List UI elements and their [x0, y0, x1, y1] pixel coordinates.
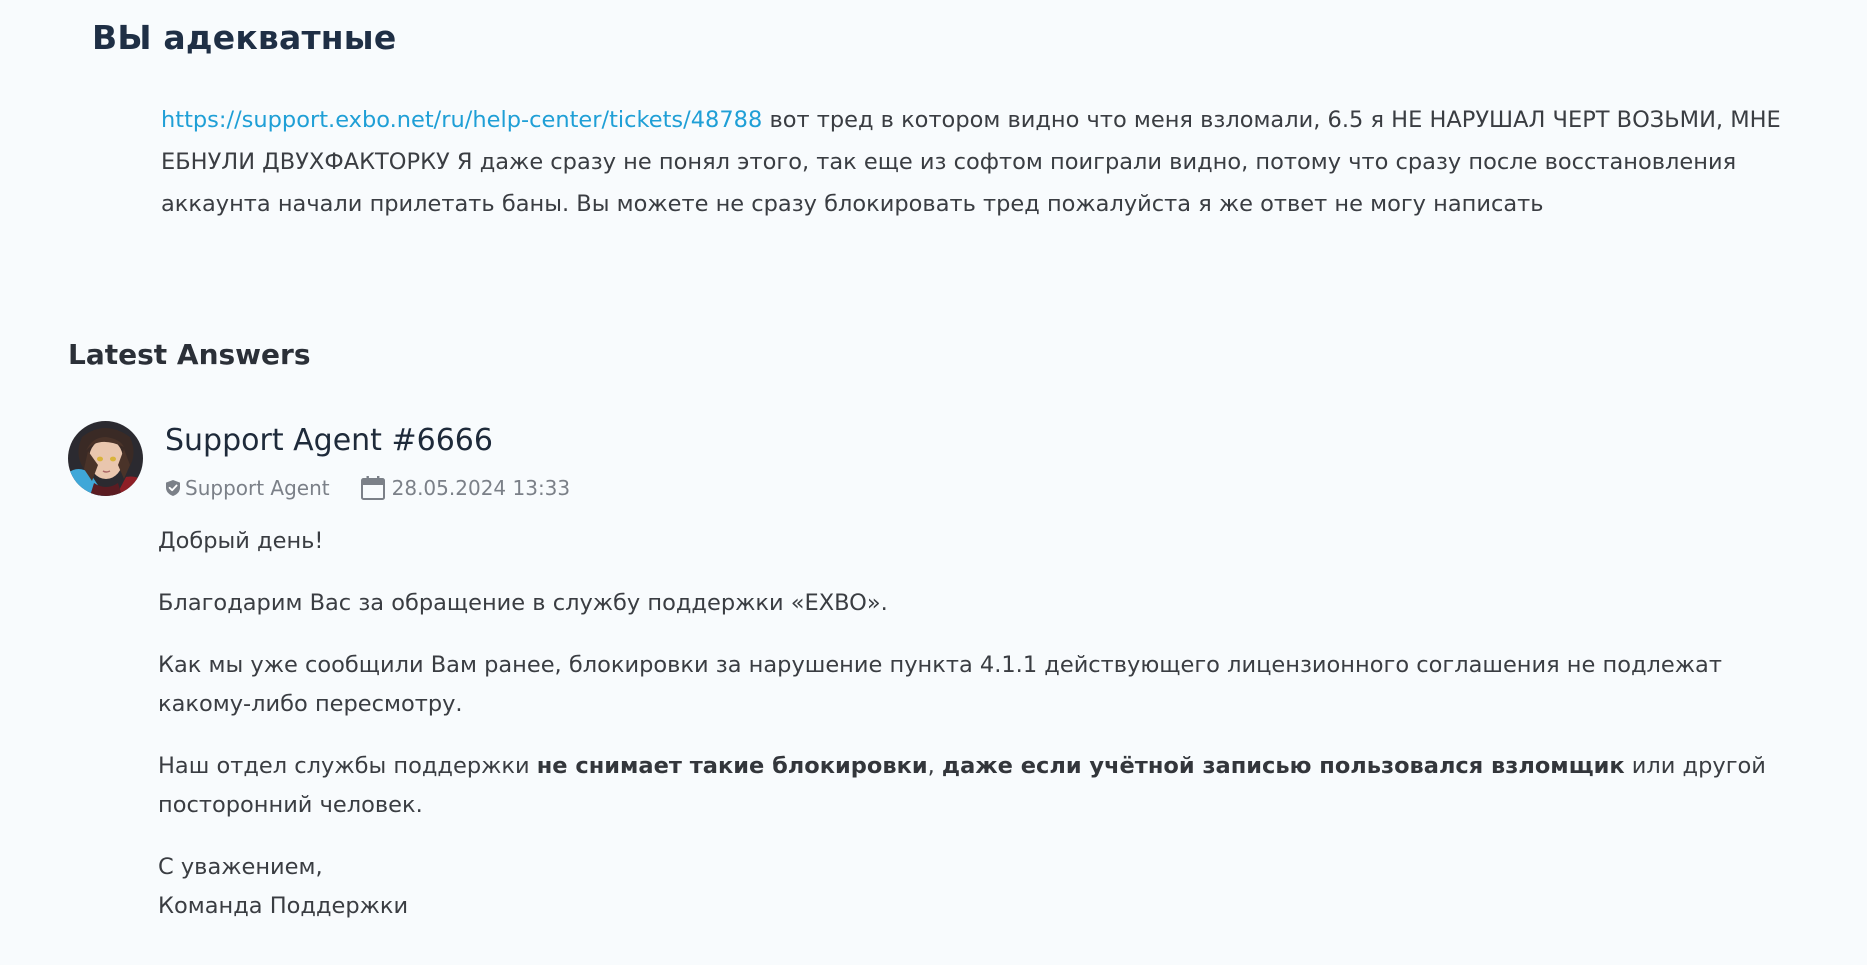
avatar — [68, 421, 143, 496]
answer-policy: Как мы уже сообщили Вам ранее, блокировки за нарушение пункта 4.1.1 действующего лицензионного соглашения не подлежат какому-либо пересмотру. — [158, 652, 1722, 717]
shield-check-icon — [165, 479, 181, 497]
ticket-title: ВЫ адекватные — [92, 18, 397, 57]
agent-name: Support Agent #6666 — [165, 423, 493, 458]
answer-notice — [158, 747, 1818, 825]
ticket-message-text: вот тред в котором видно что меня взломали, 6.5 я НЕ НАРУШАЛ ЧЕРТ ВОЗЬМИ, МНЕ ЕБНУЛИ ДВУХФАКТОРКУ Я даже сразу не понял этого, так еще из софтом поиграли видно, потому что сразу после восстановления аккаунта начали прилетать баны. Вы можете не сразу блокировать тред пожалуйста я же ответ не могу написать — [161, 107, 1781, 217]
answer-notice-bold-1: не снимает такие блокировки — [536, 753, 928, 779]
answer-date — [360, 475, 571, 501]
answer-thanks: Благодарим Вас за обращение в службу поддержки «EXBO». — [158, 590, 888, 616]
answer-signature — [158, 848, 1818, 926]
answer-notice-start: Наш отдел службы поддержки — [158, 753, 537, 779]
calendar-icon — [360, 475, 386, 501]
answer-greeting: Добрый день! — [158, 528, 324, 554]
answer-date-text: 28.05.2024 13:33 — [391, 476, 571, 500]
ticket-link[interactable]: https://support.exbo.net/ru/help-center/tickets/48788 — [161, 107, 763, 133]
latest-answers-heading: Latest Answers — [68, 338, 311, 371]
answer-meta — [165, 474, 570, 502]
agent-role-label: Support Agent — [185, 476, 330, 500]
ticket-message — [161, 99, 1811, 225]
answer-notice-comma: , — [927, 753, 942, 779]
avatar-image — [68, 421, 143, 496]
agent-role — [165, 476, 330, 500]
signature-line-1: С уважением, — [158, 854, 323, 880]
answer-notice-bold-2: даже если учётной записью пользовался взломщик — [941, 753, 1625, 779]
answer-notice-end: или другой посторонний человек. — [158, 753, 1766, 818]
answer-content — [158, 522, 1818, 949]
signature-line-2: Команда Поддержки — [158, 893, 409, 919]
